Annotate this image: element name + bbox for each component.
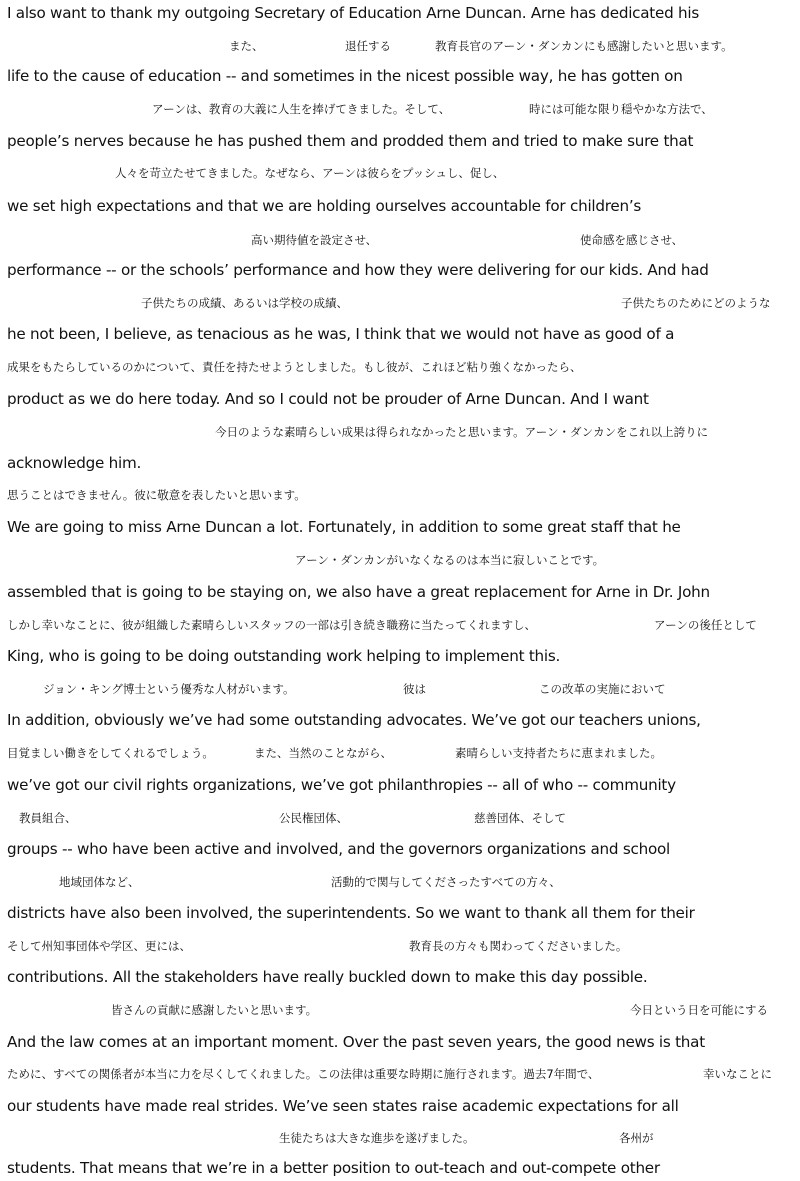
english-line: We are going to miss Arne Duncan a lot. Fortunately, in addition to some great staff that he	[7, 518, 681, 536]
japanese-gloss: 素晴らしい支持者たちに恵まれました。	[455, 746, 662, 760]
english-line: In addition, obviously we’ve had some outstanding advocates. We’ve got our teachers unions,	[7, 711, 701, 729]
japanese-gloss: 教育長官のアーン・ダンカンにも感謝したいと思います。	[435, 39, 733, 53]
japanese-gloss: 彼は	[403, 682, 426, 696]
japanese-gloss: 時には可能な限り穏やかな方法で、	[529, 102, 713, 116]
japanese-gloss: 皆さんの貢献に感謝したいと思います。	[111, 1003, 318, 1017]
japanese-gloss: また、	[229, 39, 264, 53]
japanese-gloss: 慈善団体、そして	[474, 811, 566, 825]
japanese-gloss: 教員組合、	[19, 811, 77, 825]
english-line: students. That means that we’re in a better position to out-teach and out-compete other	[7, 1159, 660, 1177]
english-line: districts have also been involved, the superintendents. So we want to thank all them for their	[7, 904, 695, 922]
japanese-gloss: ジョン・キング博士という優秀な人材がいます。	[43, 682, 295, 696]
english-line: he not been, I believe, as tenacious as he was, I think that we would not have as good of a	[7, 325, 675, 343]
japanese-gloss: また、当然のことながら、	[254, 746, 392, 760]
english-line: we’ve got our civil rights organizations, we’ve got philanthropies -- all of who -- community	[7, 776, 676, 794]
japanese-gloss: アーンは、教育の大義に人生を捧げてきました。そして、	[152, 102, 451, 116]
english-line: product as we do here today. And so I could not be prouder of Arne Duncan. And I want	[7, 390, 649, 408]
japanese-gloss: 活動的で関与してくださったすべての方々、	[331, 875, 561, 889]
english-line: performance -- or the schools’ performance and how they were delivering for our kids. And had	[7, 261, 709, 279]
japanese-gloss: 思うことはできません。彼に敬意を表したいと思います。	[7, 488, 306, 502]
english-line: groups -- who have been active and involved, and the governors organizations and school	[7, 840, 670, 858]
japanese-gloss: 今日のような素晴らしい成果は得られなかったと思います。アーン・ダンカンをこれ以上誇りに	[215, 425, 709, 439]
english-line: we set high expectations and that we are holding ourselves accountable for children’s	[7, 197, 642, 215]
japanese-gloss: 教育長の方々も関わってくださいました。	[409, 939, 628, 953]
english-line: contributions. All the stakeholders have really buckled down to make this day possible.	[7, 968, 648, 986]
japanese-gloss: アーン・ダンカンがいなくなるのは本当に寂しいことです。	[295, 553, 605, 567]
japanese-gloss: 幸いなことに	[703, 1067, 772, 1081]
english-line: life to the cause of education -- and sometimes in the nicest possible way, he has gotten on	[7, 67, 683, 85]
japanese-gloss: 各州が	[619, 1131, 654, 1145]
english-line: And the law comes at an important moment. Over the past seven years, the good news is that	[7, 1033, 705, 1051]
japanese-gloss: 地域団体など、	[59, 875, 140, 889]
japanese-gloss: そして州知事団体や学区、更には、	[7, 939, 191, 953]
japanese-gloss: 人々を苛立たせてきました。なぜなら、アーンは彼らをプッシュし、促し、	[115, 166, 505, 180]
japanese-gloss: 子供たちの成績、あるいは学校の成績、	[141, 296, 348, 310]
japanese-gloss: ために、すべての関係者が本当に力を尽くしてくれました。この法律は重要な時期に施行されます。過去7年間で、	[7, 1067, 600, 1081]
english-line: King, who is going to be doing outstanding work helping to implement this.	[7, 647, 561, 665]
japanese-gloss: 生徒たちは大きな進歩を遂げました。	[279, 1131, 475, 1145]
english-line: acknowledge him.	[7, 454, 142, 472]
japanese-gloss: 公民権団体、	[279, 811, 348, 825]
japanese-gloss: 子供たちのためにどのような	[621, 296, 771, 310]
english-line: our students have made real strides. We’ve seen states raise academic expectations for all	[7, 1097, 679, 1115]
japanese-gloss: 使命感を感じさせ、	[580, 233, 684, 247]
japanese-gloss: 退任する	[345, 39, 391, 53]
japanese-gloss: この改革の実施において	[539, 682, 666, 696]
japanese-gloss: しかし幸いなことに、彼が組織した素晴らしいスタッフの一部は引き続き職務に当たってくれますし、	[7, 618, 536, 632]
japanese-gloss: 今日という日を可能にする	[630, 1003, 768, 1017]
japanese-gloss: 目覚ましい働きをしてくれるでしょう。	[7, 746, 214, 760]
english-line: people’s nerves because he has pushed them and prodded them and tried to make sure that	[7, 132, 694, 150]
english-line: assembled that is going to be staying on, we also have a great replacement for Arne in Dr. John	[7, 583, 710, 601]
japanese-gloss: 高い期待値を設定させ、	[251, 233, 378, 247]
english-line: I also want to thank my outgoing Secretary of Education Arne Duncan. Arne has dedicated his	[7, 4, 700, 22]
japanese-gloss: 成果をもたらしているのかについて、責任を持たせようとしました。もし彼が、これほど粘り強くなかったら、	[7, 360, 582, 374]
japanese-gloss: アーンの後任として	[654, 618, 757, 632]
